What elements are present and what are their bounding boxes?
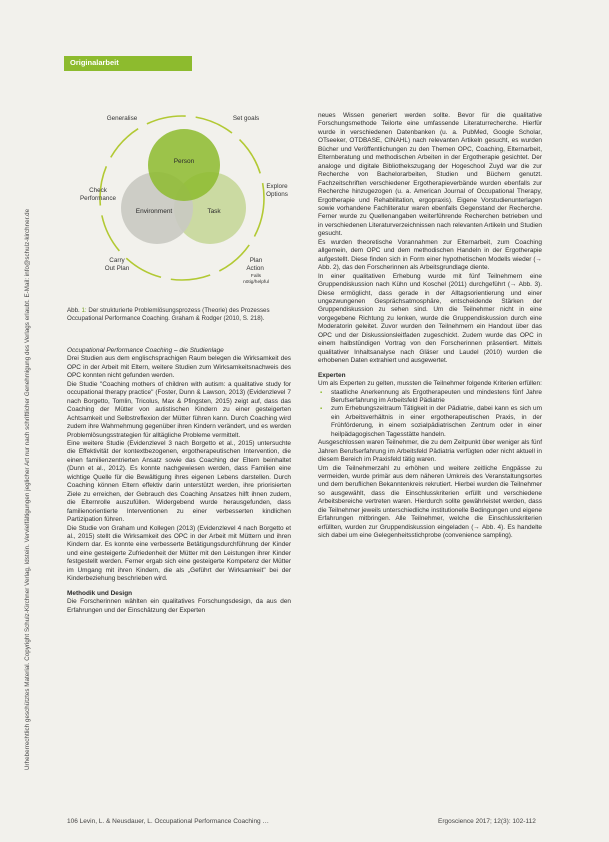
environment-label: Environment (135, 208, 173, 215)
opc-process-diagram (62, 100, 302, 305)
copyright-margin-note: Urheberrechtlich geschütztes Material. Copyright Schulz-Kirchner Verlag, Idstein. Vervielfältigungen jeglicher Art nur nach schriftlicher Genehmigung des Verlags erlaubt. E-Mail: info@schulz-kirchner.de (24, 208, 31, 770)
paragraph: Eine weitere Studie (Evidenzlevel 3 nach Borgetto et al., 2015) untersuchte die Effektivität der kontextbezogenen, ergotherapeutischen Intervention, die einen familienzentrierten Ansatz sowie das Coaching der Eltern beinhaltet (Dunn et al., 2012). Es konnte nachgewiesen werden, dass Familien eine wichtige Quelle für die Bewältigung ihres eigenen Lebens darstellen. Durch Coaching können Eltern effektiv darin unterstützt werden, ihre priorisierten Ziele zu erreichen, der Gebrauch des Coaching Ansatzes hilft ihnen zudem, die Elternrolle auszufüllen. Widergebend wurde herausgefunden, dass familienorientierte Interventionen zu einer verbesserten kindlichen Partizipation führen. (67, 439, 291, 524)
explore-options-label: Explore Options (266, 183, 288, 198)
paragraph: Die Forscherinnen wählten ein qualitatives Forschungsdesign, da aus den Erfahrungen und der Einschätzung der Experten (67, 598, 291, 614)
left-column (67, 347, 291, 615)
paragraph: neues Wissen generiert werden sollte. Bevor für die qualitative Forschungsmethode Teilorte eine umfassende Literaturrecherche. Hierfür wurde in verschiedenen Datenbanken (u. a. PubMed, Google Scholar, OTseeker, OTDBASE, CINAHL) nach relevanten Artikeln gesucht, es wurden Bücher und Veröffentlichungen zu den Themen OPC, Coaching, Elternarbeit, Elternberatung und methodischen Arbeiten in der Ergotherapie gesichtet. Der analoge und digitale Bibliothekszugang der Hogeschool Zuyd war die zur Recherche von Bachelorarbeiten, Studien und Büchern genutzt. Fachzeitschriften verschiedener Ergotherapieverbände wurden ebenfalls zur Recherche hinzugezogen (u. a. American Journal of Occupational Therapy, Ergotherapie und Rehabilitation, ergopraxis). Eigene Vorstudienunterlagen sowie vorhandene Fachliteratur waren ebenfalls Gegenstand der Recherche. Ferner wurde zu Quellenangaben weiterführende Recherchen betrieben und in verschiedenen Literaturverzeichnissen nach relevanten Artikeln und Studien gesucht. (318, 112, 542, 238)
paragraph: Um die Teilnehmerzahl zu erhöhen und weitere zeitliche Engpässe zu vermeiden, wurde primär aus dem näheren Umkreis des Veranstaltungsortes und dem beruflichen Bekanntenkreis rekrutiert. Hierbei wurden die Teilnehmer so ausgewählt, dass die Einschlusskriterien erfüllt und verschiedene Arbeitsbereiche vertreten waren. Hierdurch sollte gewährleistet werden, dass die Teilnehmer jeweils unterschiedliche institutionelle Bedingungen und eigene Erfahrungen mitbringen. Alle Teilnehmer, welche die Einschlusskriterien erfüllten, wurden zur Gruppendiskussion eingeladen (→ Abb. 4). Es handelte sich dabei um eine Gelegenheitsstichprobe (convenience sampling). (318, 464, 542, 540)
task-label: Task (207, 208, 221, 215)
person-label: Person (173, 158, 195, 165)
paragraph: Es wurden theoretische Vorannahmen zur Elternarbeit, zum Coaching allgemein, dem OPC und dem methodischen Handeln in der Ergotherapie aufgestellt. Diese finden sich in Form einer hypothetischen Modells wieder (→ Abb. 2), das den Forscherinnen als Arbeitsgrundlage diente. (318, 238, 542, 272)
footer-left: 106 Levin, L. & Neusdauer, L. Occupational Performance Coaching … (67, 818, 269, 825)
paragraph: Ausgeschlossen waren Teilnehmer, die zu dem Zeitpunkt über weniger als fünf Jahren Berufserfahrung im Arbeitsfeld Pädiatria verfügten oder nicht aktuell in diesem Bereich im Praxisfeld tätig waren. (318, 439, 542, 464)
plan-action-label: Plan Action Falls nötig/helpful (243, 257, 269, 285)
experten-heading: Experten (318, 371, 346, 379)
person-circle (148, 129, 220, 201)
check-performance-label: Check Performance (79, 187, 117, 202)
figure-caption (67, 307, 291, 323)
section-tag: Originalarbeit (70, 58, 119, 67)
set-goals-label: Set goals (232, 115, 260, 122)
paragraph: In einer qualitativen Erhebung wurde mit fünf Teilnehmern eine Gruppendiskussion nach Kühn und Koschel (2011) durchgeführt (→ Abb. 3). Diese ermöglicht, dass gerade in der Alltagsorientierung und einer ungezwungenen Gesprächsatmosphäre, entscheidende Stärken der Gruppendiskussion zu sehen sind. Um die Teilnehmer nicht in eine vorgegebene Richtung zu lenken, wurde die Gruppendiskussion durch eine Moderatorin geleitet. Zuvor wurden den Teilnehmern ein Handout über das OPC und der Diskussionsleitfaden zugeschickt. Zudem wurde das OPC in einem halbstündigen Vortrag von den Forscherinnen präsentiert. Mittels qualitativer Inhaltsanalyse nach Gläser und Laudel (2010) wurden die erhobenen Daten extrahiert und ausgewertet. (318, 272, 542, 365)
caption-text: Der strukturierte Problemlösungsprozess (Theorie) des Prozesses Occupational Performance Coaching. Graham & Rodger (2010, S. 218). (67, 307, 270, 323)
right-column (318, 112, 542, 541)
list-item: ▪ zum Erhebungszeitraum Tätigkeit in der Pädiatrie, dabei kann es sich um ein Arbeitsverhältnis in einer ergotherapeutischen Praxis, in der Frühförderung, in einem sozialpädiatrischen Zentrum oder in einer heilpädagogischen Tagesstätte handeln. (327, 405, 542, 439)
caption-abbr: Abb. (67, 307, 80, 314)
paragraph: Um als Experten zu gelten, mussten die Teilnehmer folgende Kriterien erfüllen: (318, 380, 542, 388)
criteria-list (318, 389, 542, 440)
carry-out-plan-label: Carry Out Plan (104, 257, 130, 272)
generalise-label: Generalise (106, 115, 138, 122)
methodik-heading: Methodik und Design (67, 589, 133, 597)
footer-right: Ergoscience 2017; 12(3): 102-112 (438, 818, 536, 825)
studienlage-heading: Occupational Performance Coaching – die Studienlage (67, 347, 224, 354)
paragraph: Die Studie "Coaching mothers of children with autism: a qualitative study for occupational therapy practice" (Foster, Dunn & Lawson, 2013) (Evidenzlevel 7 nach Borgetto, Tomlin, Tricolus, Max & Pfingsten, 2015) zeigt auf, dass das Coaching der Mütter von autistischen Kindern zu einer gesteigerten Achtsamkeit und Selbstreflexion der Mütter führen kann. Durch Coaching wird zudem ihre Wahrnehmung gegenüber ihren Kindern verändert, und es werden Problemlösungsstrategien für alltägliche Probleme vermittelt. (67, 380, 291, 439)
paragraph: Drei Studien aus dem englischsprachigen Raum belegen die Wirksamkeit des OPC in der Arbeit mit Eltern, weitere Studien zum Wirksamkeitsnachweis des OPC konnten nicht gefunden werden. (67, 355, 291, 380)
caption-ref: 1: (81, 307, 87, 314)
list-item: ▪ staatliche Anerkennung als Ergotherapeuten und mindestens fünf Jahre Berufserfahrung im Arbeitsfeld Pädiatrie (327, 389, 542, 406)
paragraph: Die Studie von Graham und Kollegen (2013) (Evidenzlevel 4 nach Borgetto et al., 2015) stellt die Wirksamkeit des OPC in der Arbeit mit Müttern und ihren Kindern dar. Es konnte eine verbesserte Betätigungsdurchführung der Kinder und eine gesteigerte Zufriedenheit der Mütter mit den Leistungen ihrer Kinder festgestellt werden. Ferner ergab sich eine gesteigerte Kompetenz der Mütter im Umgang mit ihren Kindern, die als „Geführt der Wirksamkeit" bei der Kinderbeziehung beschrieben wird. (67, 524, 291, 583)
